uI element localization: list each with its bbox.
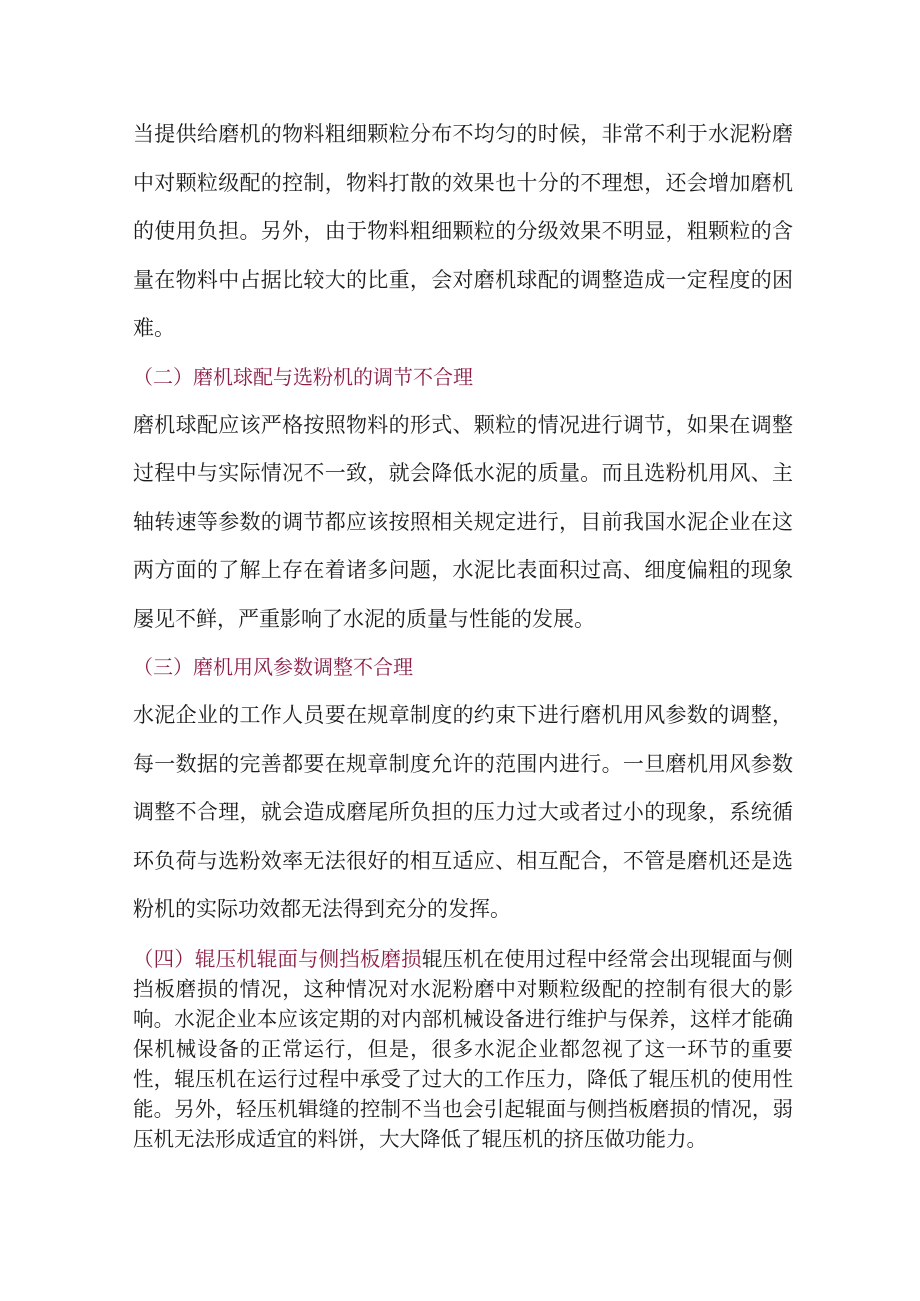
section-heading-4: （四）辊压机辊面与侧挡板磨损 [133, 946, 422, 971]
section-heading-3: （三）磨机用风参数调整不合理 [133, 655, 413, 679]
paragraph-2: 磨机球配应该严格按照物料的形式、颗粒的情况进行调节，如果在调整过程中与实际情况不一致，就会降低水泥的质量。而且选粉机用风、主轴转速等参数的调节都应该按照相关规定进行，目前我国水泥企业在这两方面的了解上存在着诸多问题，水泥比表面积过高、细度偏粗的现象屡见不鲜，严重影响了水泥的质量与性能的发展。 [133, 412, 793, 631]
document-body [133, 110, 793, 1154]
paragraph-3: 水泥企业的工作人员要在规章制度的约束下进行磨机用风参数的调整，每一数据的完善都要在规章制度允许的范围内进行。一旦磨机用风参数调整不合理，就会造成磨尾所负担的压力过大或者过小的现象，系统循环负荷与选粉效率无法很好的相互适应、相互配合，不管是磨机还是选粉机的实际功效都无法得到充分的发挥。 [133, 703, 793, 921]
paragraph-1: 当提供给磨机的物料粗细颗粒分布不均匀的时候，非常不利于水泥粉磨中对颗粒级配的控制，物料打散的效果也十分的不理想，还会增加磨机的使用负担。另外，由于物料粗细颗粒的分级效果不明显，粗颗粒的含量在物料中占据比较大的比重，会对磨机球配的调整造成一定程度的困难。 [133, 122, 793, 340]
section-4 [133, 944, 793, 1154]
paragraph-4: 辊压机在使用过程中经常会出现辊面与侧挡板磨损的情况，这种情况对水泥粉磨中对颗粒级配的控制有很大的影响。水泥企业本应该定期的对内部机械设备进行维护与保养，这样才能确保机械设备的正常运行，但是，很多水泥企业都忽视了这一环节的重要性，辊压机在运行过程中承受了过大的工作压力，降低了辊压机的使用性能。另外，轻压机辑缝的控制不当也会引起辊面与侧挡板磨损的情况，弱压机无法形成适宜的料饼，大大降低了辊压机的挤压做功能力。 [133, 946, 794, 1151]
section-heading-2: （二）磨机球配与选粉机的调节不合理 [133, 364, 473, 389]
